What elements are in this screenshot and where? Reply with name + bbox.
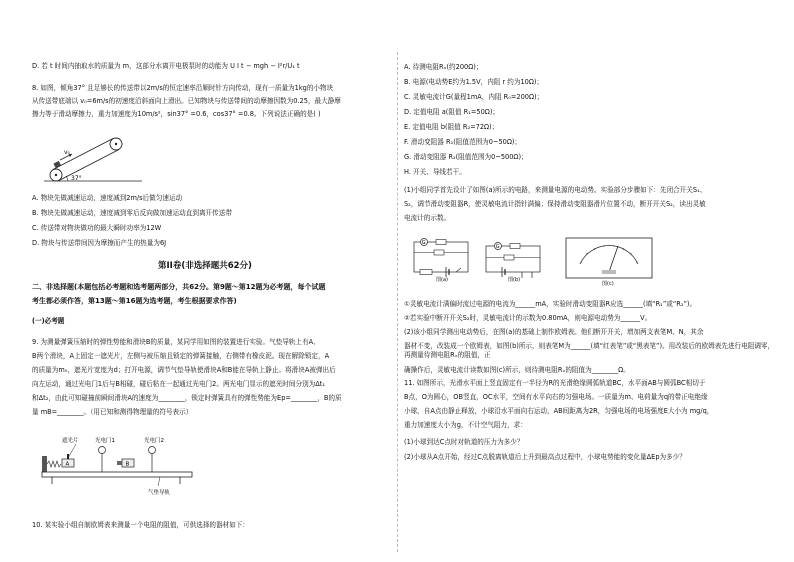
equipment-item: B. 电源(电动势E约为1.5V，内阻 r 约为10Ω)； <box>404 78 544 86</box>
figure-b-caption: 图(b) <box>508 277 521 282</box>
part-1-line: (1)小组同学首先设计了如图(a)所示的电路，来测量电源的电动势。实验部分步骤如下：先闭合开关S₁、 <box>404 186 707 194</box>
equipment-item: C. 灵敏电流计G(量程1mA，内阻 R₀=200Ω)； <box>404 93 544 101</box>
equipment-item: E. 定值电阻 b(阻值 R₂=72Ω)； <box>404 123 499 131</box>
block-b-label: B <box>125 461 130 468</box>
question-11-part: (2)小球从A点开始，经过C点脱离轨道后上升到最高点过程中，小球电势能的变化量ΔEp为多少？ <box>404 453 686 461</box>
part-2-line: (2)该小组同学测出电动势后，在图(a)的基础上制作欧姆表。他们断开开关，增加两支表笔M、N，其余 <box>404 328 704 336</box>
svg-text:G: G <box>421 240 426 246</box>
figure-c-caption: 图(c) <box>602 281 614 286</box>
question-8-option: D. 物块与传送带间因为摩擦而产生的热量为6J <box>32 239 167 247</box>
air-track-label: 气垫导轨 <box>148 490 171 496</box>
question-8-line: 8. 如图，倾角37° 且足够长的传送带以2m/s的恒定速率沿顺时针方向传动，现有一质量为1kg的小物块 <box>32 84 334 92</box>
question-10-intro: 10. 某实验小组自制欧姆表来测量一个电阻的阻值，可供选择的器材如下： <box>32 521 249 529</box>
block-a-label: A <box>65 461 70 468</box>
conveyor-belt-figure <box>42 136 152 191</box>
part-2-title: 第II卷(非选择题共62分) <box>158 261 252 271</box>
question-9-line: 9. 为测量弹簧压缩时的弹性势能和滑块B的质量，某同学用如图的装置进行实验。气垫导轨上有A、 <box>32 338 320 346</box>
question-9-line: 量 mB=________。（用已知和测得物理量的符号表示） <box>32 408 193 416</box>
equipment-item: D. 定值电阻 a(阻值 R₁=50Ω)； <box>404 108 499 116</box>
equipment-item: F. 滑动变阻器 R₁(阻值范围为0~50Ω)； <box>404 138 522 146</box>
part-2-line: ①灵敏电流计满偏时流过电源的电流为______mA，实验时滑动变阻器R应选______(填“R₁”或“R₂”)。 <box>404 300 697 308</box>
equipment-item: G. 滑动变阻器 R₂(阻值范围为0~500Ω)； <box>404 153 528 161</box>
v0-label: v₀ <box>64 149 70 156</box>
part-1-line: 电流计的示数。 <box>404 214 451 222</box>
question-11-line: B点，O为圆心，OB竖直，OC水平，空间有水平向右的匀强电场。一质量为m、电荷量为q的带正电绝缘 <box>404 393 708 401</box>
shutter-label: 遮光片 <box>62 438 79 444</box>
equipment-item: H. 开关、导线若干。 <box>404 168 466 176</box>
question-11-line: 11. 如图所示，光滑水平面上竖直固定有一半径为R的光滑绝缘圆弧轨道BC，水平面AB与圆弧BC相切于 <box>404 379 706 387</box>
question-8-line: 从传送带底端以 v₀=6m/s的初速度沿斜面向上滑出。已知物块与传送带间的动摩擦因数为0.25，最大静摩 <box>32 97 341 105</box>
question-8-option: B. 物块先做减速运动，速度减到零后反向做加速运动直到离开传送带 <box>32 209 232 217</box>
part-2-line: ②若实验中断开开关S₂时，灵敏电流计的示数为0.80mA，则电源电动势为______V。 <box>404 314 652 322</box>
svg-text:G: G <box>495 244 500 250</box>
gate-1-label: 光电门1 <box>95 438 115 444</box>
question-7-option-d: D. 若 t 时间内抽取水的质量为 m，这部分水离开电极泵时的动能为 U I t − mgh − I²r/U₁ t <box>32 62 300 70</box>
question-11-line: 小球，自A点由静止释放，小球沿水平面向右运动，AB间距离为2R，匀强电场的电场强度E大小为 mg/q， <box>404 407 714 415</box>
part-2-line: 器材不变，改装成一个欧姆表，如图(b)所示，则表笔M为______(填“红表笔”或“黑表笔”)。用改装后的欧姆表先进行电阻调零，再测量待测电阻Rₓ的阻值，正 <box>404 342 775 359</box>
galvanometer-dial-figure-c <box>564 234 656 286</box>
gate-2-label: 光电门2 <box>144 438 164 444</box>
figure-a-caption: 图(a) <box>436 277 448 282</box>
question-9-line: 向左运动，通过光电门1后与B相碰，碰后粘在一起通过光电门2。两光电门显示的遮光时间分别为Δt₁ <box>32 380 325 388</box>
angle-label: 37° <box>71 175 82 182</box>
column-divider <box>397 52 398 552</box>
question-11-line: 重力加速度大小为g，不计空气阻力，求： <box>404 421 527 429</box>
part-1-line: S₂，调节滑动变阻器R，使灵敏电流计指针满偏；保持滑动变阻器滑片位置不动，断开开关S₂，读出灵敏 <box>404 200 706 208</box>
question-8-line: 擦力等于滑动摩擦力，重力加速度为10m/s²，sin37° =0.6，cos37° =0.8。下列说法正确的是( ) <box>32 110 321 118</box>
question-8-option: A. 物块先做减速运动，速度减到2m/s后做匀速运动 <box>32 194 183 202</box>
question-9-line: B两个滑块，A上固定一遮光片，左侧与被压缩且锁定的弹簧接触，右侧带有橡皮泥。现在解除锁定，A <box>32 352 330 360</box>
part-2-intro: 考生都必须作答，第13题～第16题为选考题，考生根据要求作答) <box>32 297 237 305</box>
question-9-line: 和Δt₂，由此可知碰撞前瞬间滑块A的速度为________，锁定时弹簧具有的弹性势能为Ep=________，B的质 <box>32 394 342 402</box>
part-2-line: 确操作后，灵敏电流计读数如图(c)所示，则待测电阻Rₓ的阻值为________Ω。 <box>404 366 630 374</box>
air-track-figure <box>40 434 200 502</box>
question-9-line: 的质量为m₀，遮光片宽度为d；打开电源，调节气垫导轨使滑块A和B能在导轨上静止。将滑块A被弹出后 <box>32 366 336 374</box>
circuit-figure-a <box>410 236 474 282</box>
part-2-intro: 二、非选择题(本题包括必考题和选考题两部分，共62分。第9题～第12题为必考题，每个试题 <box>32 283 326 291</box>
required-section-label: (一)必考题 <box>32 317 65 325</box>
question-8-option: C. 传送带对物块做功的最大瞬时功率为12W <box>32 224 162 232</box>
equipment-item: A. 待测电阻Rₓ(约200Ω)； <box>404 63 483 71</box>
question-11-part: (1)小球到达C点时对轨道的压力为多少？ <box>404 438 524 446</box>
circuit-figure-b <box>482 236 546 282</box>
